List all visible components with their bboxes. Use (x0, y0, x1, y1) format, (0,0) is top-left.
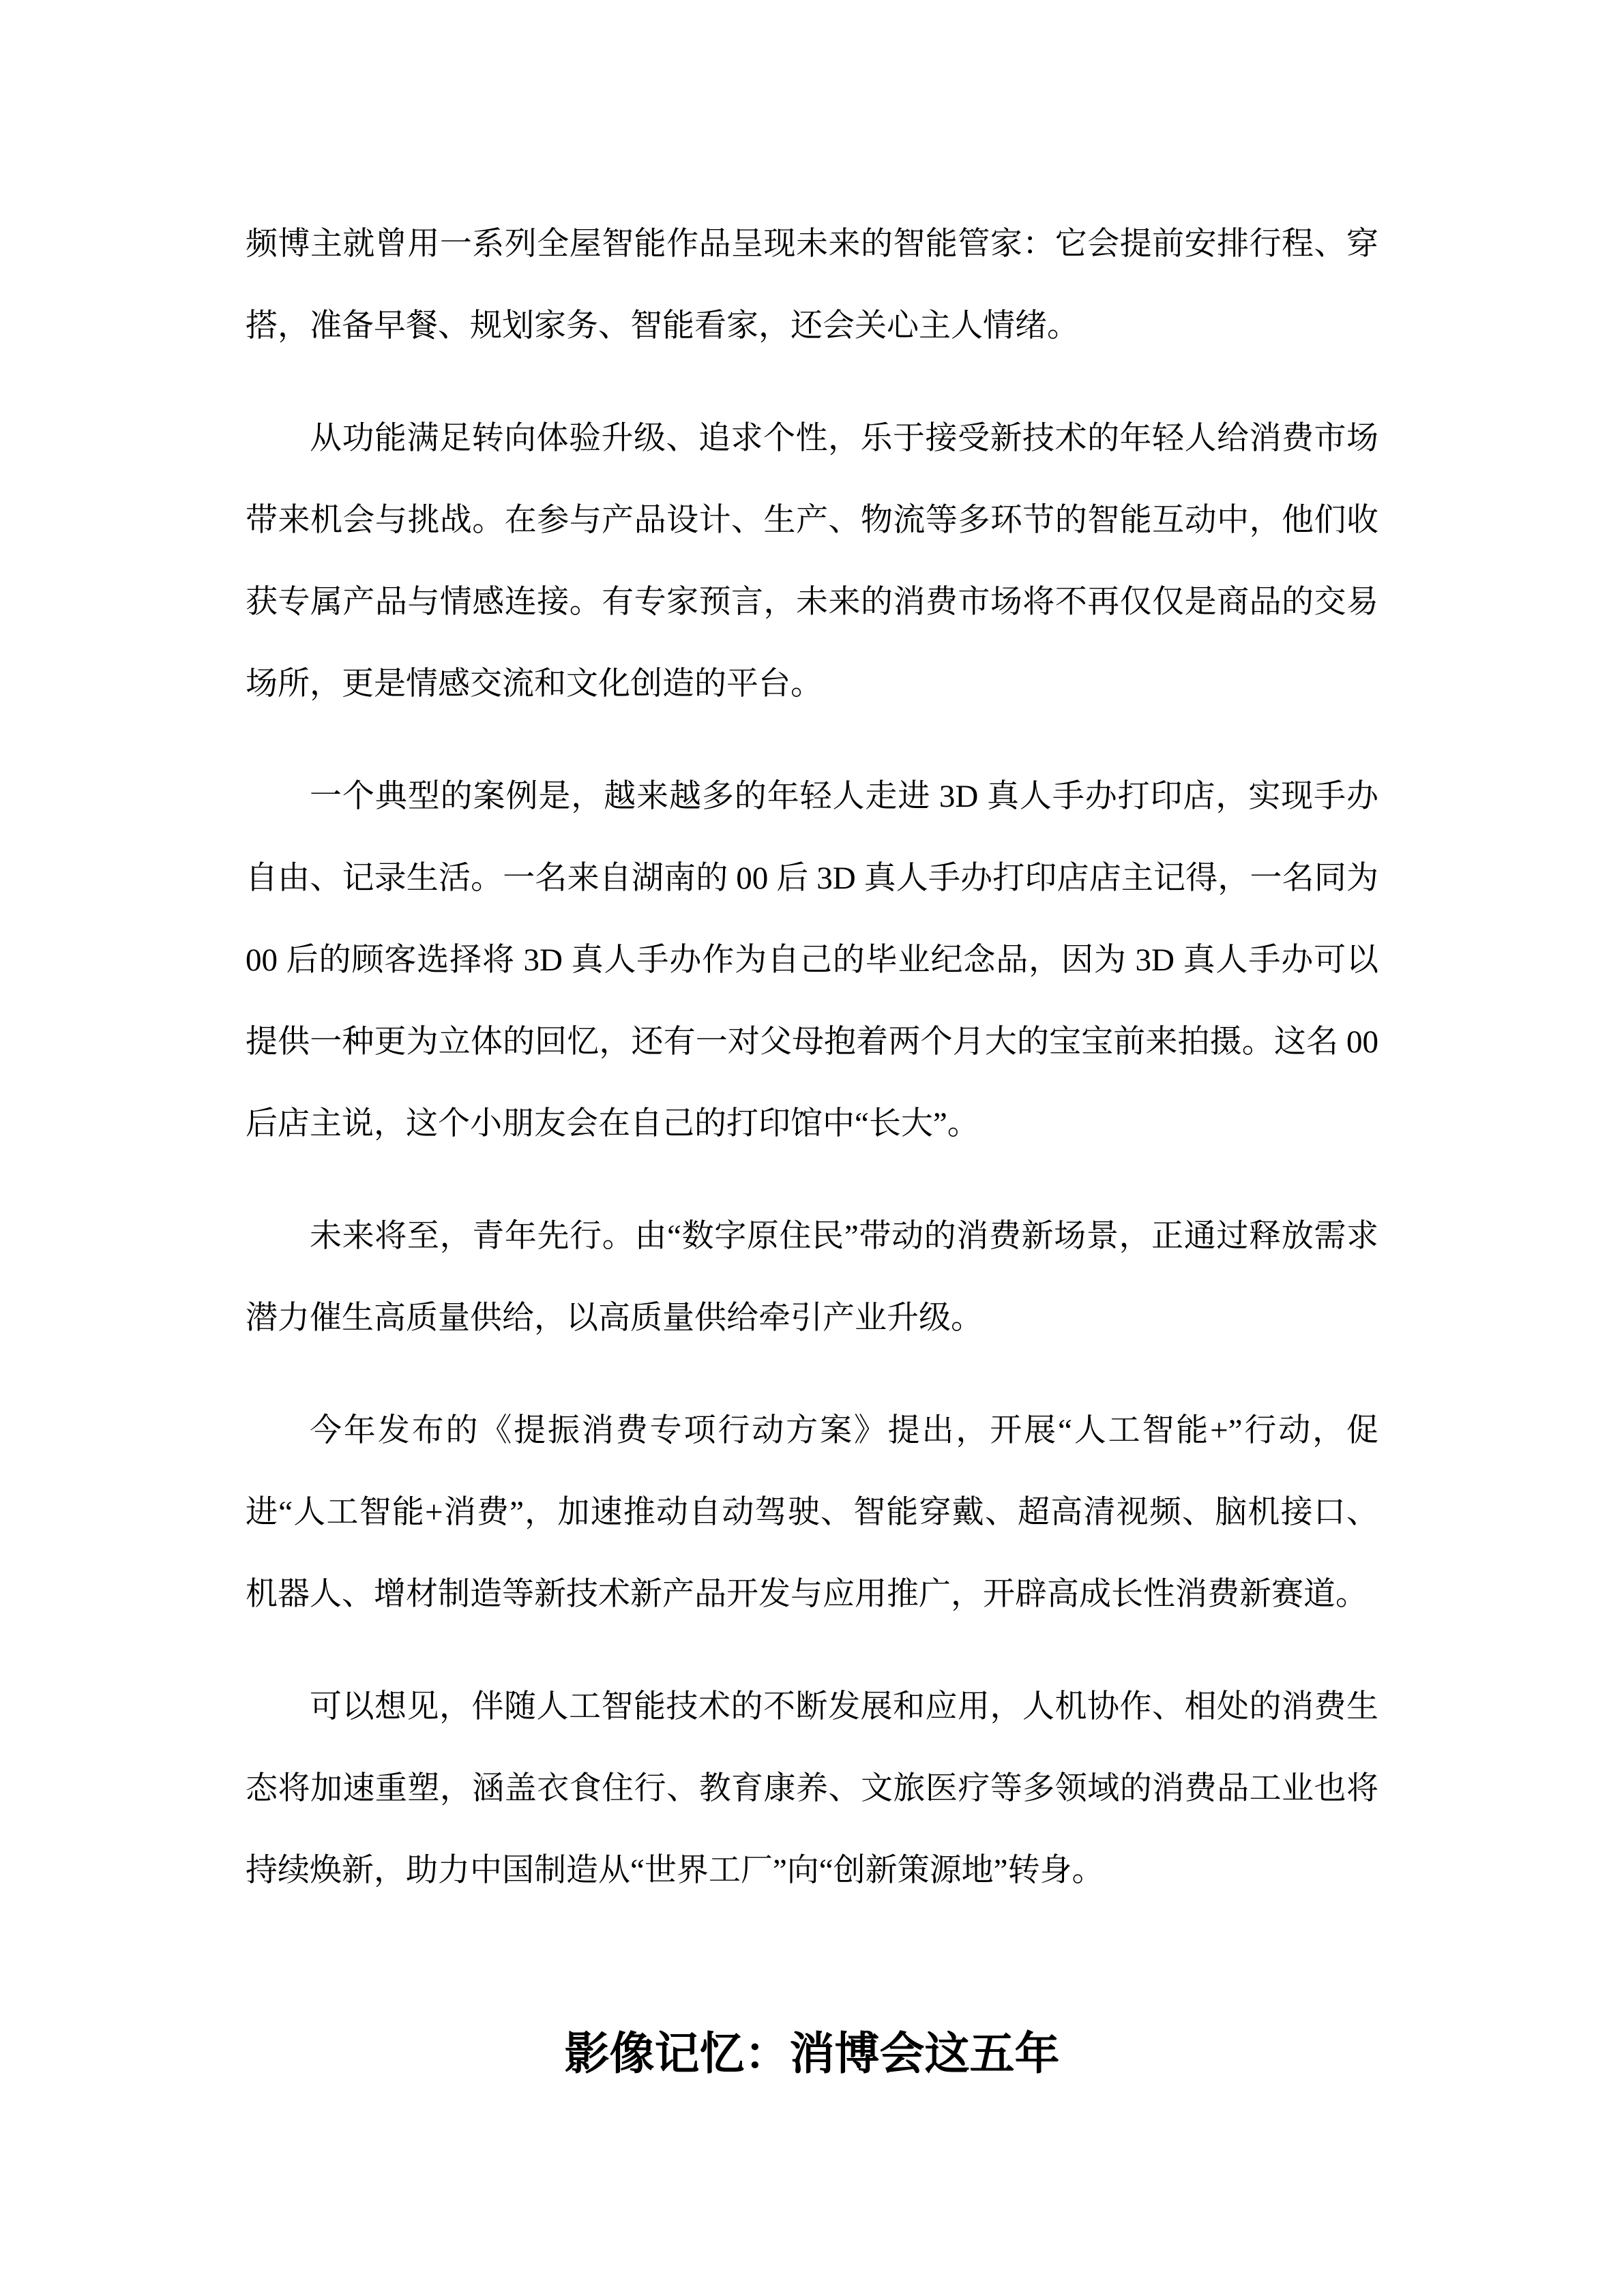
body-paragraph: 未来将至，青年先行。由“数字原住民”带动的消费新场景，正通过释放需求潜力催生高质量供给，以高质量供给牵引产业升级。 (246, 1219, 1378, 1336)
body-paragraph: 今年发布的《提振消费专项行动方案》提出，开展“人工智能+”行动，促进“人工智能+消费”，加速推动自动驾驶、智能穿戴、超高清视频、脑机接口、机器人、增材制造等新技术新产品开发与应用推广，开辟高成长性消费新赛道。 (246, 1413, 1378, 1612)
body-paragraph: 频博主就曾用一系列全屋智能作品呈现未来的智能管家：它会提前安排行程、穿搭，准备早餐、规划家务、智能看家，还会关心主人情绪。 (246, 226, 1378, 344)
body-paragraph: 从功能满足转向体验升级、追求个性，乐于接受新技术的年轻人给消费市场带来机会与挑战。在参与产品设计、生产、物流等多环节的智能互动中，他们收获专属产品与情感连接。有专家预言，未来的消费市场将不再仅仅是商品的交易场所，更是情感交流和文化创造的平台。 (246, 421, 1378, 702)
body-paragraph: 可以想见，伴随人工智能技术的不断发展和应用，人机协作、相处的消费生态将加速重塑，涵盖衣食住行、教育康养、文旅医疗等多领域的消费品工业也将持续焕新，助力中国制造从“世界工厂”向“创新策源地”转身。 (246, 1689, 1378, 1888)
document-body (246, 203, 1378, 2096)
section-heading: 影像记忆：消博会这五年 (564, 2029, 1060, 2079)
body-paragraph: 一个典型的案例是，越来越多的年轻人走进 3D 真人手办打印店，实现手办自由、记录生活。一名来自湖南的 00 后 3D 真人手办打印店店主记得，一名同为 00 后的顾客选择将 3D 真人手办作为自己的毕业纪念品，因为 3D 真人手办可以提供一种更为立体的回忆，还有一对父母抱着两个月大的宝宝前来拍摄。这名 00 后店主说，这个小朋友会在自己的打印馆中“长大”。 (246, 779, 1378, 1142)
